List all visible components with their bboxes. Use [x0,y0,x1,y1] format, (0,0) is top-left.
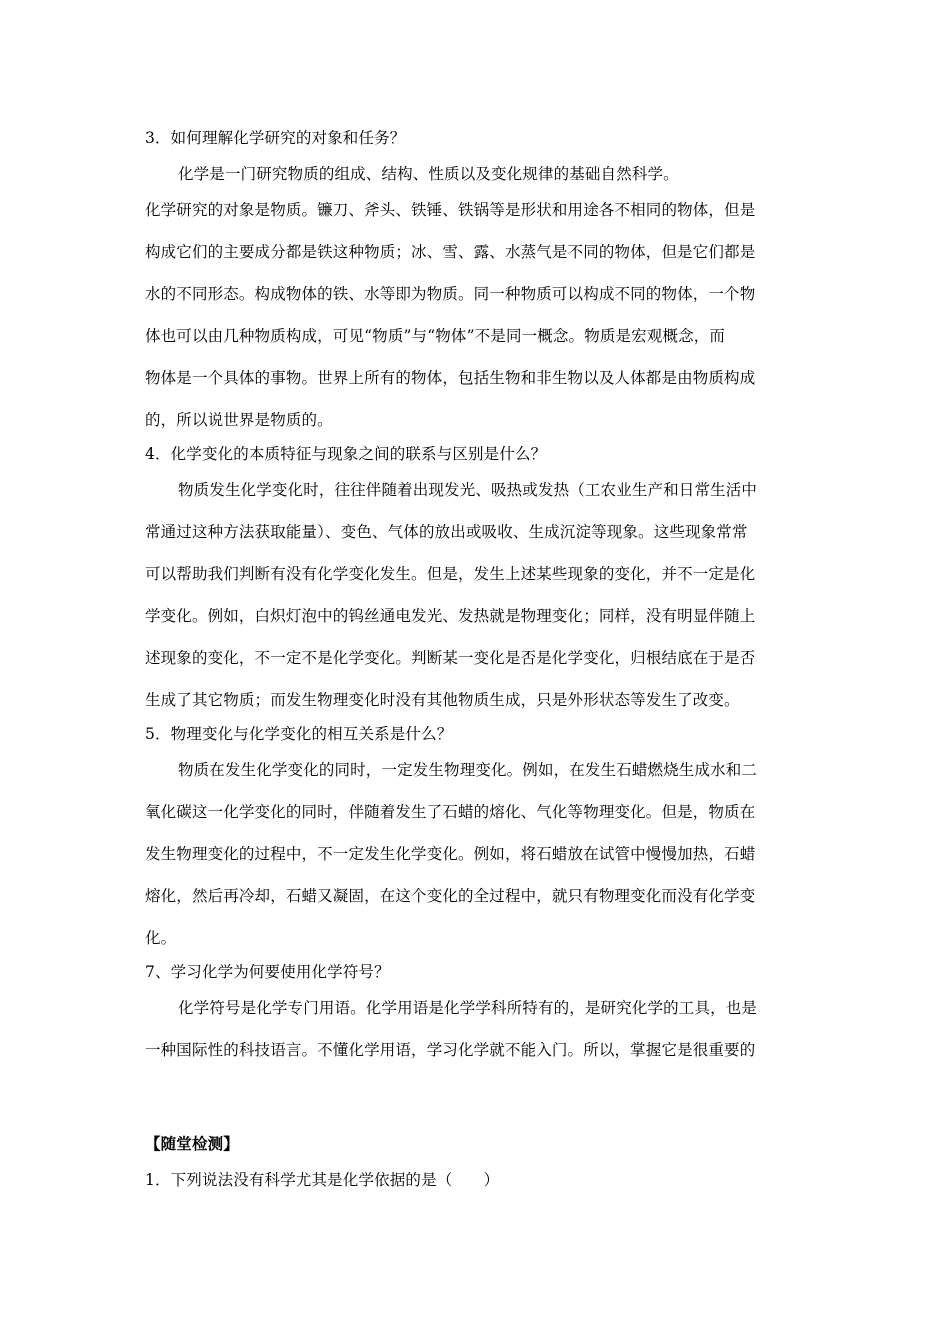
section4-line-4: 学变化。例如，白炽灯泡中的钨丝通电发光、发热就是物理变化；同样，没有明显伴随上 [145,607,756,625]
section7-heading: 7、学习化学为何要使用化学符号？ [145,963,390,981]
section7-line-2: 一种国际性的科技语言。不懂化学用语，学习化学就不能入门。所以，掌握它是很重要的 [145,1041,756,1059]
section3-line-6: 物体是一个具体的事物。世界上所有的物体，包括生物和非生物以及人体都是由物质构成 [145,369,756,387]
section5-line-4: 熔化，然后再冷却，石蜡又凝固，在这个变化的全过程中，就只有物理变化而没有化学变 [145,887,756,905]
section5-line-2: 氧化碳这一化学变化的同时，伴随着发生了石蜡的熔化、气化等物理变化。但是，物质在 [145,803,756,821]
section3-heading: 3．如何理解化学研究的对象和任务？ [145,129,406,147]
section3-line-5: 体也可以由几种物质构成，可见“物质”与“物体”不是同一概念。物质是宏观概念，而 [145,327,726,345]
section3-line-2: 化学研究的对象是物质。镰刀、斧头、铁锤、铁锅等是形状和用途各不相同的物体，但是 [145,201,756,219]
quiz-question-1: 1．下列说法没有科学尤其是化学依据的是（ ） [145,1171,500,1189]
section4-line-6: 生成了其它物质；而发生物理变化时没有其他物质生成，只是外形状态等发生了改变。 [145,691,740,709]
section7-line-1: 化学符号是化学专门用语。化学用语是化学学科所特有的，是研究化学的工具，也是 [178,999,758,1017]
section3-line-1: 化学是一门研究物质的组成、结构、性质以及变化规律的基础自然科学。 [178,165,679,183]
section3-line-7: 的，所以说世界是物质的。 [145,411,333,429]
section4-line-3: 可以帮助我们判断有没有化学变化发生。但是，发生上述某些现象的变化，并不一定是化 [145,565,756,583]
section5-heading: 5．物理变化与化学变化的相互关系是什么？ [145,725,453,743]
section4-line-5: 述现象的变化，不一定不是化学变化。判断某一变化是否是化学变化，归根结底在于是否 [145,649,756,667]
section5-line-1: 物质在发生化学变化的同时，一定发生物理变化。例如，在发生石蜡燃烧生成水和二 [178,761,758,779]
quiz-title: 【随堂检测】 [145,1135,239,1153]
section5-line-5: 化。 [145,929,177,947]
section4-line-1: 物质发生化学变化时，往往伴随着出现发光、吸热或发热（工农业生产和日常生活中 [178,481,758,499]
section5-line-3: 发生物理变化的过程中，不一定发生化学变化。例如，将石蜡放在试管中慢慢加热，石蜡 [145,845,756,863]
section4-line-2: 常通过这种方法获取能量）、变色、气体的放出或吸收、生成沉淀等现象。这些现象常常 [145,523,748,541]
section4-heading: 4．化学变化的本质特征与现象之间的联系与区别是什么？ [145,445,547,463]
section3-line-3: 构成它们的主要成分都是铁这种物质；冰、雪、露、水蒸气是不同的物体，但是它们都是 [145,243,756,261]
section3-line-4: 水的不同形态。构成物体的铁、水等即为物质。同一种物质可以构成不同的物体，一个物 [145,285,756,303]
